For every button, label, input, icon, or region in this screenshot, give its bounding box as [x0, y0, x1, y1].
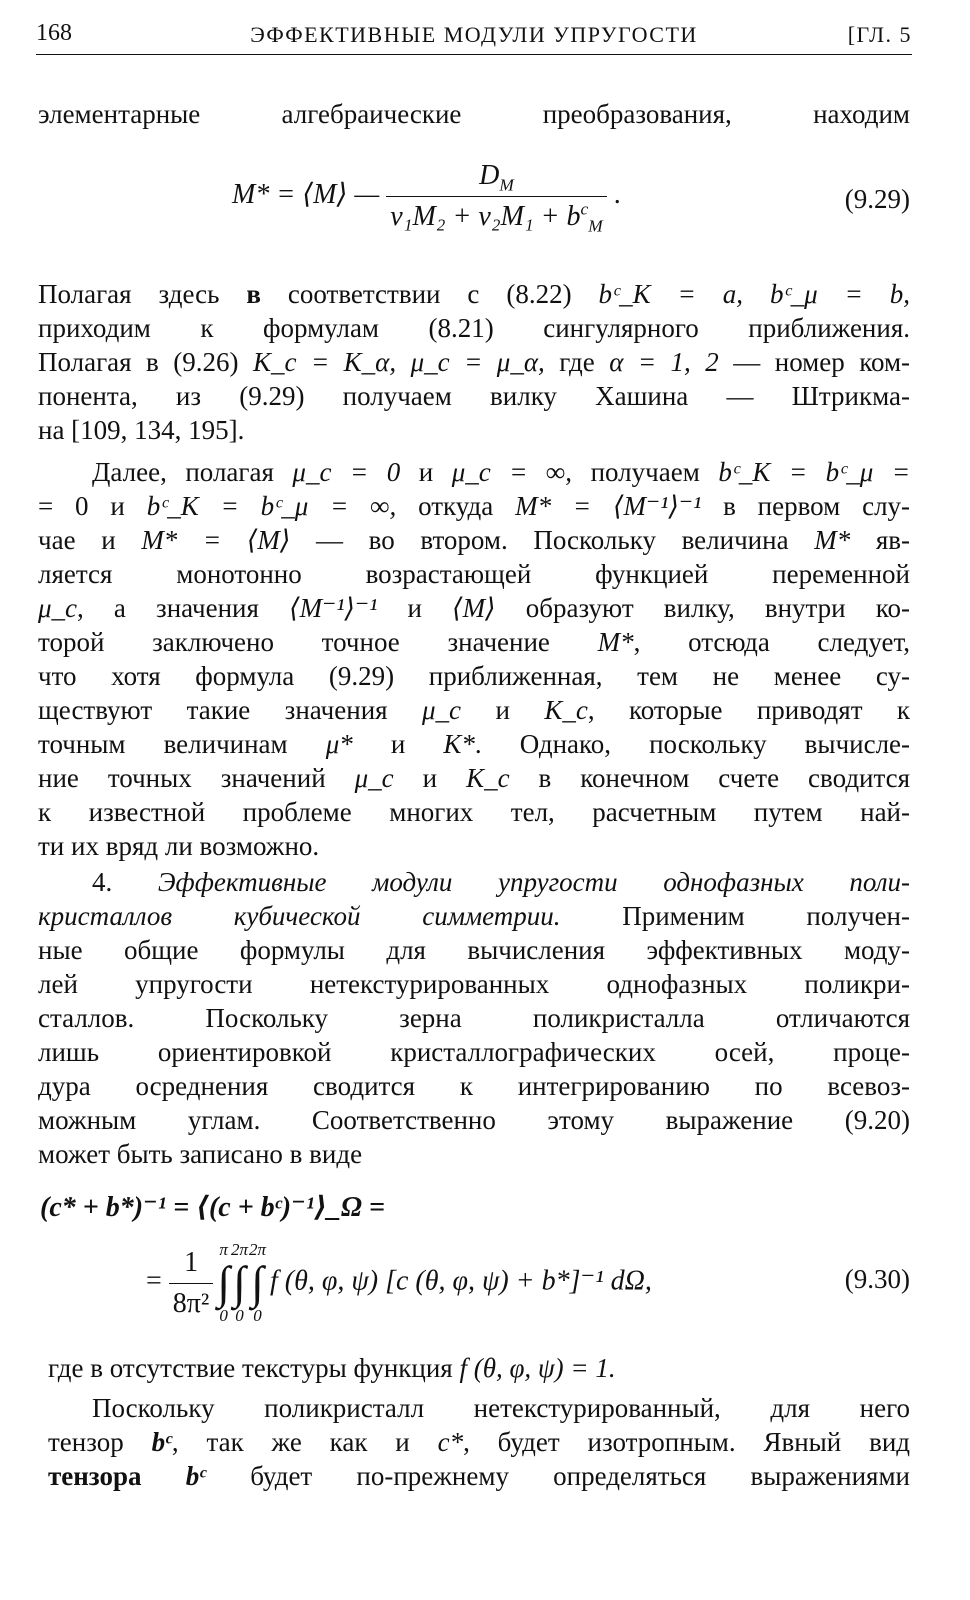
text-span: и — [422, 763, 438, 793]
text-span: ние точных значений — [38, 763, 326, 793]
numerator-sub: M — [499, 175, 514, 195]
text-line — [38, 346, 910, 378]
text-span: , так же как и — [171, 1427, 410, 1457]
equation-9-29 — [232, 160, 621, 236]
math-inline: bᶜ_K = bᶜ_μ = ∞, — [146, 491, 397, 521]
text-span: и — [407, 593, 422, 623]
eq-lhs: M* = ⟨M⟩ — — [232, 178, 380, 210]
integral-upper-limit: 2π — [230, 1240, 248, 1259]
eq-denominator: 8π² — [172, 1287, 210, 1319]
integral-lower-limit: 0 — [235, 1306, 244, 1325]
text-line — [38, 728, 910, 760]
text-line: к известной проблеме многих тел, расчетным путем най- — [38, 797, 910, 827]
eq-numerator — [386, 160, 606, 197]
integral-sign — [217, 1240, 230, 1326]
math-inline: f (θ, φ, ψ) = 1. — [459, 1353, 616, 1383]
text-line: лишь ориентировкой кристаллографических осей, проце- — [38, 1037, 910, 1067]
text-span: Далее, полагая — [92, 457, 274, 487]
text-line — [92, 456, 910, 488]
integral-sign — [249, 1240, 266, 1326]
text-line — [38, 694, 910, 726]
text-line — [48, 1460, 910, 1492]
running-title: ЭФФЕКТИВНЫЕ МОДУЛИ УПРУГОСТИ — [250, 22, 698, 47]
math-inline: bᶜ_μ = b, — [769, 279, 911, 309]
math-inline: K_c — [544, 695, 588, 725]
eq-fraction — [169, 1247, 214, 1320]
math-inline: bᶜ — [185, 1461, 207, 1491]
integral-symbol: ∫ — [217, 1257, 230, 1308]
eq-fraction — [386, 160, 606, 236]
text-span: ществуют такие значения — [38, 695, 388, 725]
text-line — [48, 1426, 910, 1458]
text-span: . Однако, поскольку вычисле- — [474, 729, 911, 759]
eq-tail: . — [613, 178, 621, 210]
text-span: тензора — [48, 1461, 142, 1491]
text-line — [38, 900, 910, 932]
text-span: соответствии — [287, 279, 441, 309]
text-line — [38, 762, 910, 794]
text-line: приходим к формулам (8.21) сингулярного приближения. — [38, 313, 910, 343]
text-span: будет по-прежнему определяться выражениями — [250, 1461, 911, 1491]
denominator-text: v₁M₂ + v₂M₁ + b — [390, 201, 581, 232]
integral-upper-limit: 2π — [248, 1240, 266, 1259]
math-inline: μ_c — [354, 763, 394, 793]
text-span: тензор — [48, 1427, 124, 1457]
math-inline: K_c — [466, 763, 510, 793]
text-span: в первом слу- — [723, 491, 911, 521]
math-inline: K* — [443, 729, 475, 759]
math-inline: μ* — [325, 729, 353, 759]
equation-9-30-line1: (c* + b*)⁻¹ = ⟨(c + bᶜ)⁻¹⟩_Ω = — [40, 1192, 385, 1223]
numerator-text: D — [479, 160, 500, 191]
denominator-sub: M — [588, 216, 603, 236]
text-span: получаем — [590, 457, 700, 487]
text-span: (8.22) — [506, 279, 572, 309]
page-header — [36, 14, 912, 55]
math-inline: bᶜ_K = bᶜ_μ = — [718, 457, 911, 487]
math-inline: c* — [437, 1427, 464, 1457]
text-span: , которые приводят к — [587, 695, 911, 725]
text-span: чае и — [38, 525, 116, 555]
text-line: ти их вряд ли возможно. — [38, 831, 320, 861]
section-number: 4. — [92, 867, 113, 897]
text-line — [38, 490, 910, 522]
text-line: ные общие формулы для вычисления эффективных моду- — [38, 935, 910, 965]
math-inline: bᶜ — [151, 1427, 172, 1457]
text-line — [38, 524, 910, 556]
text-span: где в отсутствие текстуры функция — [48, 1353, 453, 1383]
text-span: торой заключено точное значение — [38, 627, 550, 657]
eq-integrand: f (θ, φ, ψ) [c (θ, φ, ψ) + b*]⁻¹ dΩ, — [270, 1265, 652, 1297]
text-line: что хотя формула (9.29) приближенная, тем не менее су- — [38, 661, 910, 691]
chapter-label: [ГЛ. 5 — [847, 22, 912, 47]
text-line: понента, из (9.29) получаем вилку Хашина — Штрикма- — [38, 381, 910, 411]
text-line — [38, 626, 910, 658]
text-line: на [109, 134, 195]. — [38, 415, 245, 445]
math-inline: M* — [597, 627, 634, 657]
text-line: Поскольку поликристалл нетекстурированный, для него — [92, 1393, 910, 1423]
text-span: образуют вилку, внутри ко- — [525, 593, 910, 623]
integral-lower-limit: 0 — [219, 1306, 228, 1325]
text-line: сталлов. Поскольку зерна поликристалла отличаются — [38, 1003, 910, 1033]
math-inline: μ_c = ∞, — [451, 457, 573, 487]
text-span: Полагая здесь — [38, 279, 220, 309]
text-line: элементарные алгебраические преобразования, находим — [38, 99, 910, 129]
text-span: яв- — [875, 525, 911, 555]
text-span: , отсюда следует, — [633, 627, 911, 657]
text-span: = 0 и — [38, 491, 125, 521]
math-inline: μ_c = μ_α, — [410, 347, 545, 377]
integral-upper-limit: π — [219, 1240, 228, 1259]
text-span: в конечном счете сводится — [538, 763, 911, 793]
text-line — [38, 278, 910, 310]
text-line — [48, 1352, 920, 1384]
math-inline: M* = ⟨M⟩ — [141, 525, 291, 555]
math-inline: μ_c — [38, 593, 78, 623]
text-span: точным величинам — [38, 729, 288, 759]
text-span: в — [246, 279, 261, 309]
math-inline: μ_c — [421, 695, 462, 725]
text-span: где — [559, 347, 595, 377]
eq-equals: = — [146, 1265, 162, 1297]
math-inline: K_c = K_α, — [253, 347, 397, 377]
integral-lower-limit: 0 — [253, 1306, 262, 1325]
text-span: — во втором. Поскольку величина — [316, 525, 789, 555]
text-line — [38, 592, 910, 624]
text-span: , будет изотропным. Явный вид — [463, 1427, 910, 1457]
text-line — [92, 866, 910, 898]
eq-numerator: 1 — [169, 1247, 214, 1284]
text-line: лей упругости нетекстурированных однофазных поликри- — [38, 969, 910, 999]
math-inline: M* — [814, 525, 851, 555]
text-span: и — [495, 695, 510, 725]
math-inline: ⟨M⟩ — [452, 593, 496, 623]
text-line: дура осреднения сводится к интегрированию по всевоз- — [38, 1071, 910, 1101]
text-span: и — [418, 457, 434, 487]
text-span: Полагая в (9.26) — [38, 347, 239, 377]
text-span: — номер ком- — [733, 347, 911, 377]
math-inline: α = 1, 2 — [609, 347, 719, 377]
equation-number: (9.29) — [844, 184, 910, 214]
page-number: 168 — [36, 20, 72, 46]
text-line: можным углам. Соответственно этому выражение (9.20) — [38, 1105, 910, 1135]
math-inline: ⟨M⁻¹⟩⁻¹ — [289, 593, 378, 623]
integral-symbol: ∫ — [251, 1257, 264, 1308]
text-line: ляется монотонно возрастающей функцией переменной — [38, 559, 910, 589]
denominator-sup: c — [580, 199, 589, 219]
section-heading: Эффективные модули упругости однофазных поли- — [157, 867, 910, 897]
text-span: с — [467, 279, 480, 309]
equation-9-30-line2 — [146, 1240, 652, 1326]
text-span: и — [390, 729, 406, 759]
equation-number: (9.30) — [844, 1264, 910, 1294]
integral-symbol: ∫ — [233, 1257, 246, 1308]
eq-denominator — [386, 197, 606, 236]
text-span: Применим получен- — [622, 901, 910, 931]
math-inline: μ_c = 0 — [292, 457, 401, 487]
text-line: может быть записано в виде — [38, 1139, 363, 1169]
text-span: откуда — [418, 491, 494, 521]
integral-sign — [231, 1240, 248, 1326]
math-inline: M* = ⟨M⁻¹⟩⁻¹ — [515, 491, 702, 521]
section-heading: кристаллов кубической симметрии. — [38, 901, 561, 931]
math-inline: bᶜ_K = a, — [598, 279, 744, 309]
text-span: , а значения — [77, 593, 259, 623]
